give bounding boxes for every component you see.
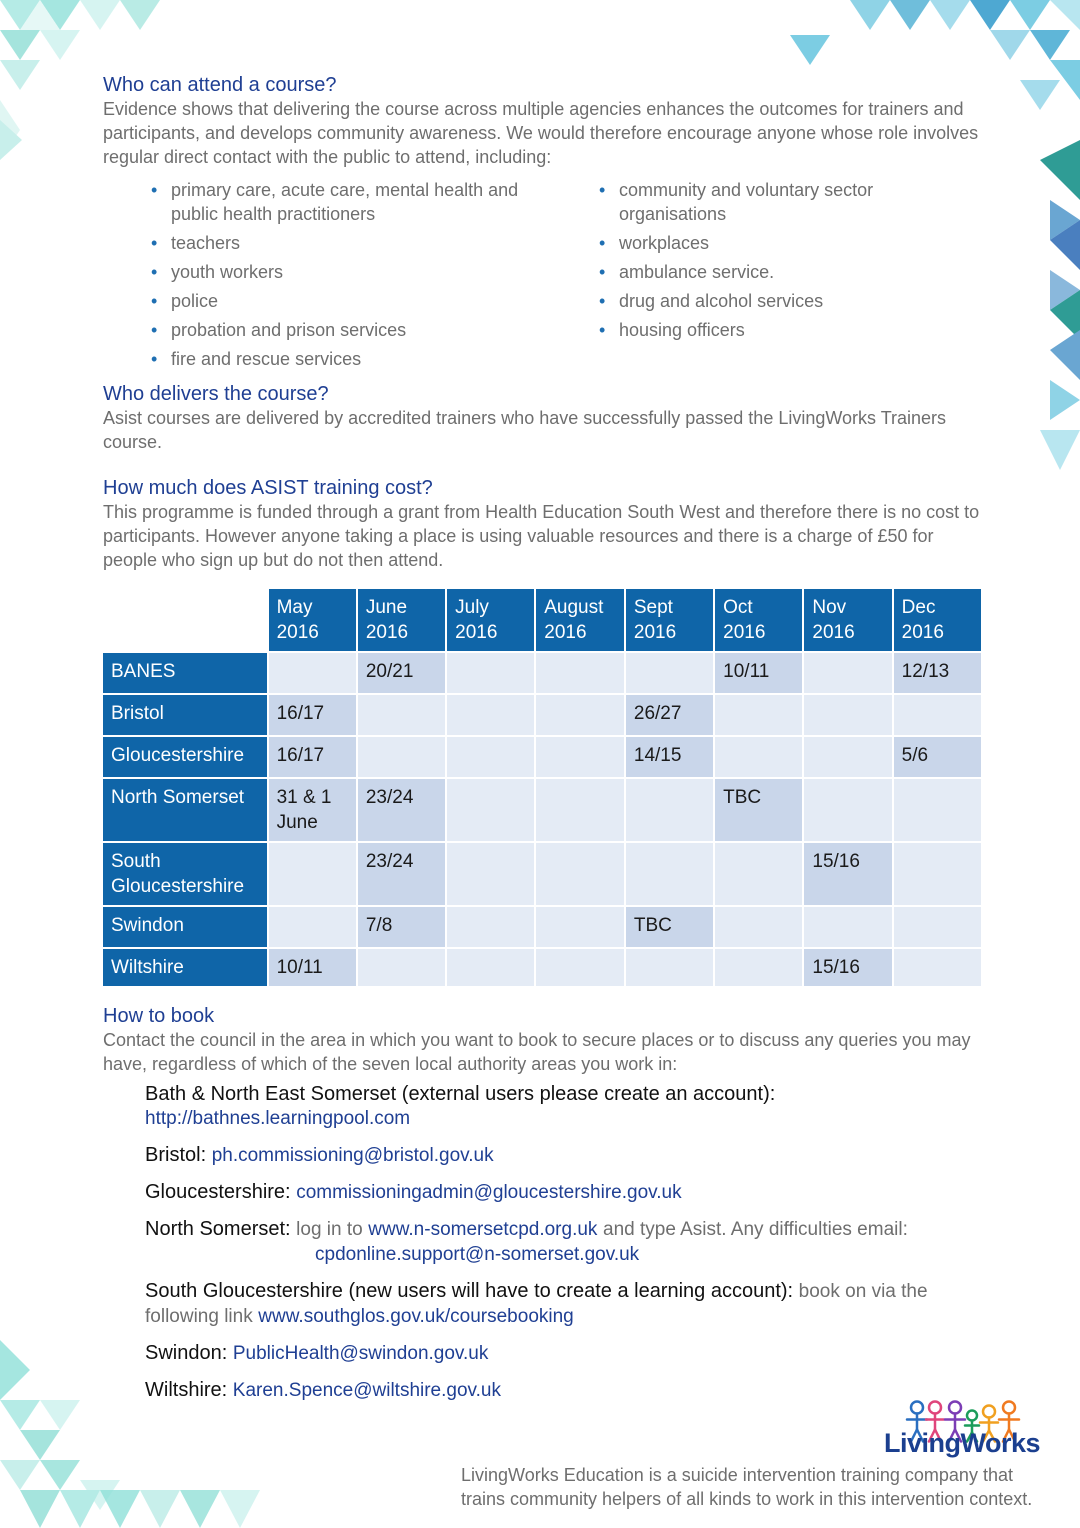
area-name: North Somerset xyxy=(103,779,267,841)
month-year: 2016 xyxy=(365,622,409,643)
contact-text: book on via the following link xyxy=(145,1281,928,1327)
contact-swindon xyxy=(145,1341,995,1366)
schedule-cell: 26/27 xyxy=(626,695,713,735)
attend-section xyxy=(103,73,983,169)
list-item: • teachers xyxy=(151,231,571,255)
schedule-cell xyxy=(447,695,534,735)
schedule-corner-cell xyxy=(103,589,267,651)
schedule-cell xyxy=(715,737,802,777)
schedule-cell xyxy=(447,779,534,841)
schedule-header-row xyxy=(103,589,981,651)
schedule-cell xyxy=(536,907,624,947)
list-item: • drug and alcohol services xyxy=(599,289,1019,313)
month-header xyxy=(447,589,534,651)
month-name: July xyxy=(455,597,489,618)
north-somerset-cpd-link[interactable]: www.n-somersetcpd.org.uk xyxy=(368,1219,598,1240)
schedule-cell xyxy=(626,843,713,905)
contact-list xyxy=(145,1082,995,1415)
schedule-cell xyxy=(626,779,713,841)
schedule-cell xyxy=(804,653,891,693)
schedule-cell: 20/21 xyxy=(358,653,445,693)
month-header xyxy=(269,589,356,651)
month-header xyxy=(626,589,713,651)
livingworks-logo-text: LivingWorks xyxy=(884,1428,1041,1458)
south-glos-booking-link[interactable]: www.southglos.gov.uk/coursebooking xyxy=(258,1306,574,1327)
contact-label: Swindon: xyxy=(145,1342,228,1364)
attendee-list-left xyxy=(151,178,571,376)
schedule-cell xyxy=(536,653,624,693)
schedule-cell xyxy=(894,907,981,947)
month-name: May xyxy=(276,597,313,618)
gloucestershire-email-link[interactable]: commissioningadmin@gloucestershire.gov.uk xyxy=(296,1182,682,1203)
schedule-cell xyxy=(447,737,534,777)
schedule-cell: 15/16 xyxy=(804,949,891,986)
delivers-heading: Who delivers the course? xyxy=(103,383,329,405)
course-schedule-table xyxy=(101,587,983,988)
book-heading: How to book xyxy=(103,1005,215,1027)
banes-link[interactable]: http://bathnes.learningpool.com xyxy=(145,1108,411,1129)
schedule-cell xyxy=(715,843,802,905)
contact-label: Gloucestershire: xyxy=(145,1181,291,1203)
contact-label: Bristol: xyxy=(145,1144,207,1166)
table-row xyxy=(103,779,981,841)
contact-banes xyxy=(145,1082,995,1131)
contact-north-somerset xyxy=(145,1217,995,1267)
schedule-cell: TBC xyxy=(626,907,713,947)
list-item: • police xyxy=(151,289,571,313)
month-name: August xyxy=(544,597,604,618)
month-name: Sept xyxy=(633,597,673,618)
schedule-cell xyxy=(358,737,445,777)
schedule-cell xyxy=(536,949,624,986)
contact-gloucestershire xyxy=(145,1180,995,1205)
list-item: • probation and prison services xyxy=(151,318,571,342)
schedule-cell: 7/8 xyxy=(358,907,445,947)
schedule-cell xyxy=(447,949,534,986)
schedule-cell xyxy=(269,907,356,947)
list-item: • primary care, acute care, mental health and public health practitioners xyxy=(151,178,541,226)
book-body: Contact the council in the area in which you want to book to secure places or to discuss any queries you may have, regardless of which of the seven local authority areas you work in: xyxy=(103,1030,971,1074)
area-name: BANES xyxy=(103,653,267,693)
contact-text: log in to xyxy=(296,1219,363,1240)
schedule-cell: 23/24 xyxy=(358,843,445,905)
book-section xyxy=(103,1004,983,1076)
schedule-cell xyxy=(715,907,802,947)
schedule-cell xyxy=(894,843,981,905)
month-name: Dec xyxy=(901,597,936,618)
month-header xyxy=(715,589,802,651)
schedule-cell xyxy=(626,949,713,986)
table-row xyxy=(103,907,981,947)
schedule-cell xyxy=(447,653,534,693)
cost-heading: How much does ASIST training cost? xyxy=(103,477,433,499)
schedule-cell xyxy=(536,695,624,735)
schedule-cell: 23/24 xyxy=(358,779,445,841)
contact-wiltshire xyxy=(145,1378,995,1403)
month-name: Oct xyxy=(723,597,753,618)
schedule-cell: 5/6 xyxy=(894,737,981,777)
schedule-cell xyxy=(804,737,891,777)
schedule-cell xyxy=(358,695,445,735)
contact-label: Wiltshire: xyxy=(145,1379,228,1401)
list-item: • workplaces xyxy=(599,231,1019,255)
schedule-cell: 12/13 xyxy=(894,653,981,693)
wiltshire-email-link[interactable]: Karen.Spence@wiltshire.gov.uk xyxy=(232,1380,501,1401)
contact-label: South Gloucestershire (new users will have to create a learning account): xyxy=(145,1280,794,1302)
list-item: • youth workers xyxy=(151,260,571,284)
attend-heading: Who can attend a course? xyxy=(103,74,337,96)
schedule-cell xyxy=(894,779,981,841)
list-item: • ambulance service. xyxy=(599,260,1019,284)
month-header xyxy=(804,589,891,651)
contact-south-gloucestershire xyxy=(145,1279,995,1329)
schedule-cell xyxy=(626,653,713,693)
schedule-cell xyxy=(804,779,891,841)
delivers-body: Asist courses are delivered by accredited trainers who have successfully passed the LivingWorks Trainers course. xyxy=(103,408,947,452)
table-row xyxy=(103,949,981,986)
schedule-cell: TBC xyxy=(715,779,802,841)
decorative-triangles-left-edge xyxy=(0,120,30,180)
contact-bristol xyxy=(145,1143,995,1168)
month-year: 2016 xyxy=(812,622,855,643)
schedule-cell xyxy=(536,843,624,905)
cost-body: This programme is funded through a grant from Health Education South West and therefore there is no cost to participants. However anyone taking a place is using valuable resources and there is a charge of £50 for people who sign up but do not then attend. xyxy=(103,502,980,570)
schedule-cell: 31 & 1 June xyxy=(269,779,356,841)
month-name: June xyxy=(365,597,408,618)
schedule-cell: 14/15 xyxy=(626,737,713,777)
schedule-cell xyxy=(269,843,356,905)
attend-body: Evidence shows that delivering the course across multiple agencies enhances the outcomes for trainers and participants, and develops community awareness. We would therefore encourage anyone whose role involves regular direct contact with the public to attend, including: xyxy=(103,99,979,167)
table-row xyxy=(103,653,981,693)
month-header xyxy=(536,589,624,651)
area-name: Bristol xyxy=(103,695,267,735)
schedule-cell xyxy=(894,949,981,986)
month-year: 2016 xyxy=(276,622,319,643)
schedule-body xyxy=(103,653,981,986)
month-header xyxy=(358,589,445,651)
attendee-list-right xyxy=(599,178,1019,347)
schedule-cell xyxy=(715,949,802,986)
cost-section xyxy=(103,476,983,572)
month-name: Nov xyxy=(812,597,847,618)
area-name: Swindon xyxy=(103,907,267,947)
schedule-cell xyxy=(894,695,981,735)
schedule-cell: 16/17 xyxy=(269,737,356,777)
bristol-email-link[interactable]: ph.commissioning@bristol.gov.uk xyxy=(211,1145,494,1166)
schedule-cell xyxy=(358,949,445,986)
schedule-cell xyxy=(536,737,624,777)
delivers-section xyxy=(103,382,963,454)
month-year: 2016 xyxy=(901,622,944,643)
contact-label: North Somerset: xyxy=(145,1218,291,1240)
schedule-cell xyxy=(804,695,891,735)
month-year: 2016 xyxy=(633,622,677,643)
schedule-cell: 10/11 xyxy=(269,949,356,986)
area-name: Gloucestershire xyxy=(103,737,267,777)
schedule-cell xyxy=(447,843,534,905)
schedule-cell: 16/17 xyxy=(269,695,356,735)
area-name: Wiltshire xyxy=(103,949,267,986)
month-year: 2016 xyxy=(544,622,587,643)
schedule-cell: 15/16 xyxy=(804,843,891,905)
month-header xyxy=(894,589,981,651)
list-item: • housing officers xyxy=(599,318,1019,342)
footer-text: LivingWorks Education is a suicide intervention training company that trains community helpers of all kinds to work in this intervention context. xyxy=(461,1465,1033,1509)
swindon-email-link[interactable]: PublicHealth@swindon.gov.uk xyxy=(232,1343,489,1364)
table-row xyxy=(103,843,981,905)
month-year: 2016 xyxy=(455,622,498,643)
table-row xyxy=(103,695,981,735)
list-item: • fire and rescue services xyxy=(151,347,571,371)
contact-label: Bath & North East Somerset (external users please create an account): xyxy=(145,1083,776,1105)
schedule-cell xyxy=(804,907,891,947)
table-row xyxy=(103,737,981,777)
contact-text: and type Asist. Any difficulties email: xyxy=(603,1219,908,1240)
area-name: South Gloucestershire xyxy=(103,843,267,905)
schedule-cell xyxy=(536,779,624,841)
schedule-cell xyxy=(269,653,356,693)
schedule-cell xyxy=(447,907,534,947)
schedule-cell xyxy=(715,695,802,735)
list-item: • community and voluntary sector organisations xyxy=(599,178,909,226)
schedule-cell: 10/11 xyxy=(715,653,802,693)
month-year: 2016 xyxy=(723,622,766,643)
north-somerset-email-link[interactable]: cpdonline.support@n-somerset.gov.uk xyxy=(315,1244,640,1265)
